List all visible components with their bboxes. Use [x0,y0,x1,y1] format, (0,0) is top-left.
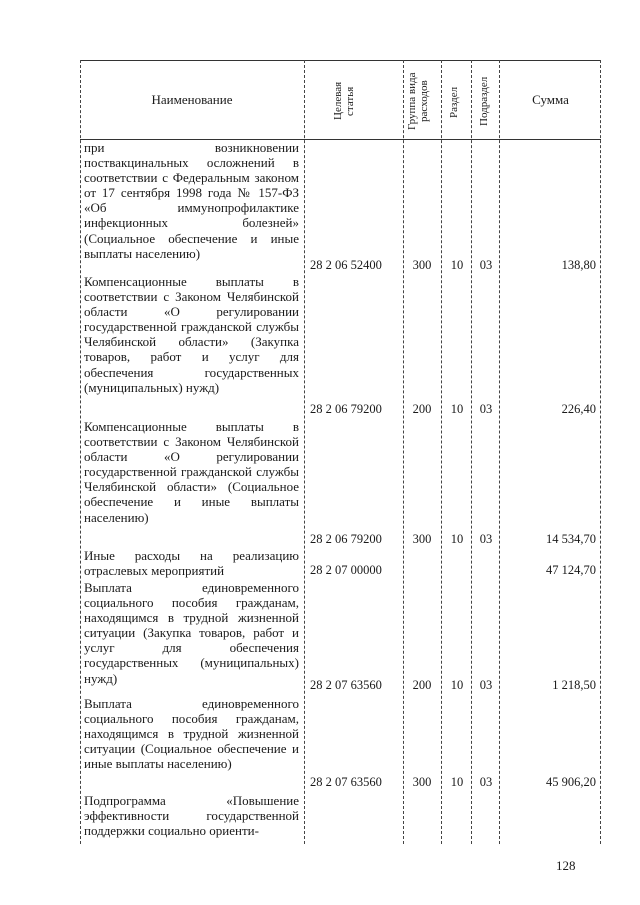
row-2-group: 200 [412,402,432,416]
row-4-code: 28 2 07 00000 [310,563,382,577]
row-1-name: при возникновении поствакцинальных осложнений в соответствии с Федеральным законом от 17 сентября 1998 года № 157-ФЗ «Об иммунопрофилактике инфекционных болезней» (Социальное обеспечение и иные выплаты населению) [84,140,299,261]
col-border-section [471,60,472,844]
row-1-group: 300 [412,258,432,272]
row-6-subsection: 03 [479,775,493,789]
col-border-code [403,60,404,844]
row-5-group: 200 [412,678,432,692]
page-number: 128 [556,858,576,873]
row-6-section: 10 [450,775,464,789]
row-5-subsection: 03 [479,678,493,692]
row-1-subsection: 03 [479,258,493,272]
row-6-name: Выплата единовременного социального пособия гражданам, находящимся в трудной жизненной ситуации (Социальное обеспечение и иные выплаты населению) [84,696,299,772]
row-5-sum: 1 218,50 [552,678,596,692]
row-2-section: 10 [450,402,464,416]
row-1-sum: 138,80 [561,258,596,272]
row-3-sum: 14 534,70 [546,532,596,546]
row-6-code: 28 2 07 63560 [310,775,382,789]
header-group: Группа вида расходов [406,72,430,130]
row-1-section: 10 [450,258,464,272]
row-4-sum: 47 124,70 [546,563,596,577]
header-subsection: Подраздел [478,76,490,126]
row-4-name: Иные расходы на реализацию отраслевых мероприятий [84,548,299,579]
row-6-sum: 45 906,20 [546,775,596,789]
header-sum: Сумма [532,92,569,107]
row-5-section: 10 [450,678,464,692]
col-border-right [600,60,601,844]
table-top-border [80,60,601,61]
row-2-code: 28 2 06 79200 [310,402,382,416]
row-6-group: 300 [412,775,432,789]
header-name: Наименование [151,92,233,107]
row-7-name: Подпрограмма «Повышение эффективности государственной поддержки социально ориенти- [84,793,299,839]
row-5-code: 28 2 07 63560 [310,678,382,692]
header-target: Целевая статья [332,81,356,121]
row-2-name: Компенсационные выплаты в соответствии с Законом Челябинской области «О регулировании государственной гражданской службы Челябинской области» (Закупка товаров, работ и услуг для обеспечения государственных (муниципальных) нужд) [84,274,299,395]
row-3-code: 28 2 06 79200 [310,532,382,546]
row-3-group: 300 [412,532,432,546]
col-border-left [80,60,81,844]
row-3-name: Компенсационные выплаты в соответствии с Законом Челябинской области «О регулировании государственной гражданской службы Челябинской области» (Социальное обеспечение и иные выплаты населению) [84,419,299,525]
col-border-subsection [499,60,500,844]
row-2-subsection: 03 [479,402,493,416]
col-border-group [441,60,442,844]
row-3-section: 10 [450,532,464,546]
col-border-name [304,60,305,844]
row-1-code: 28 2 06 52400 [310,258,382,272]
row-2-sum: 226,40 [561,402,596,416]
row-5-name: Выплата единовременного социального пособия гражданам, находящимся в трудной жизненной ситуации (Закупка товаров, работ и услуг для обеспечения государственных (муниципальных) нужд) [84,580,299,686]
header-section: Раздел [448,86,460,118]
row-3-subsection: 03 [479,532,493,546]
